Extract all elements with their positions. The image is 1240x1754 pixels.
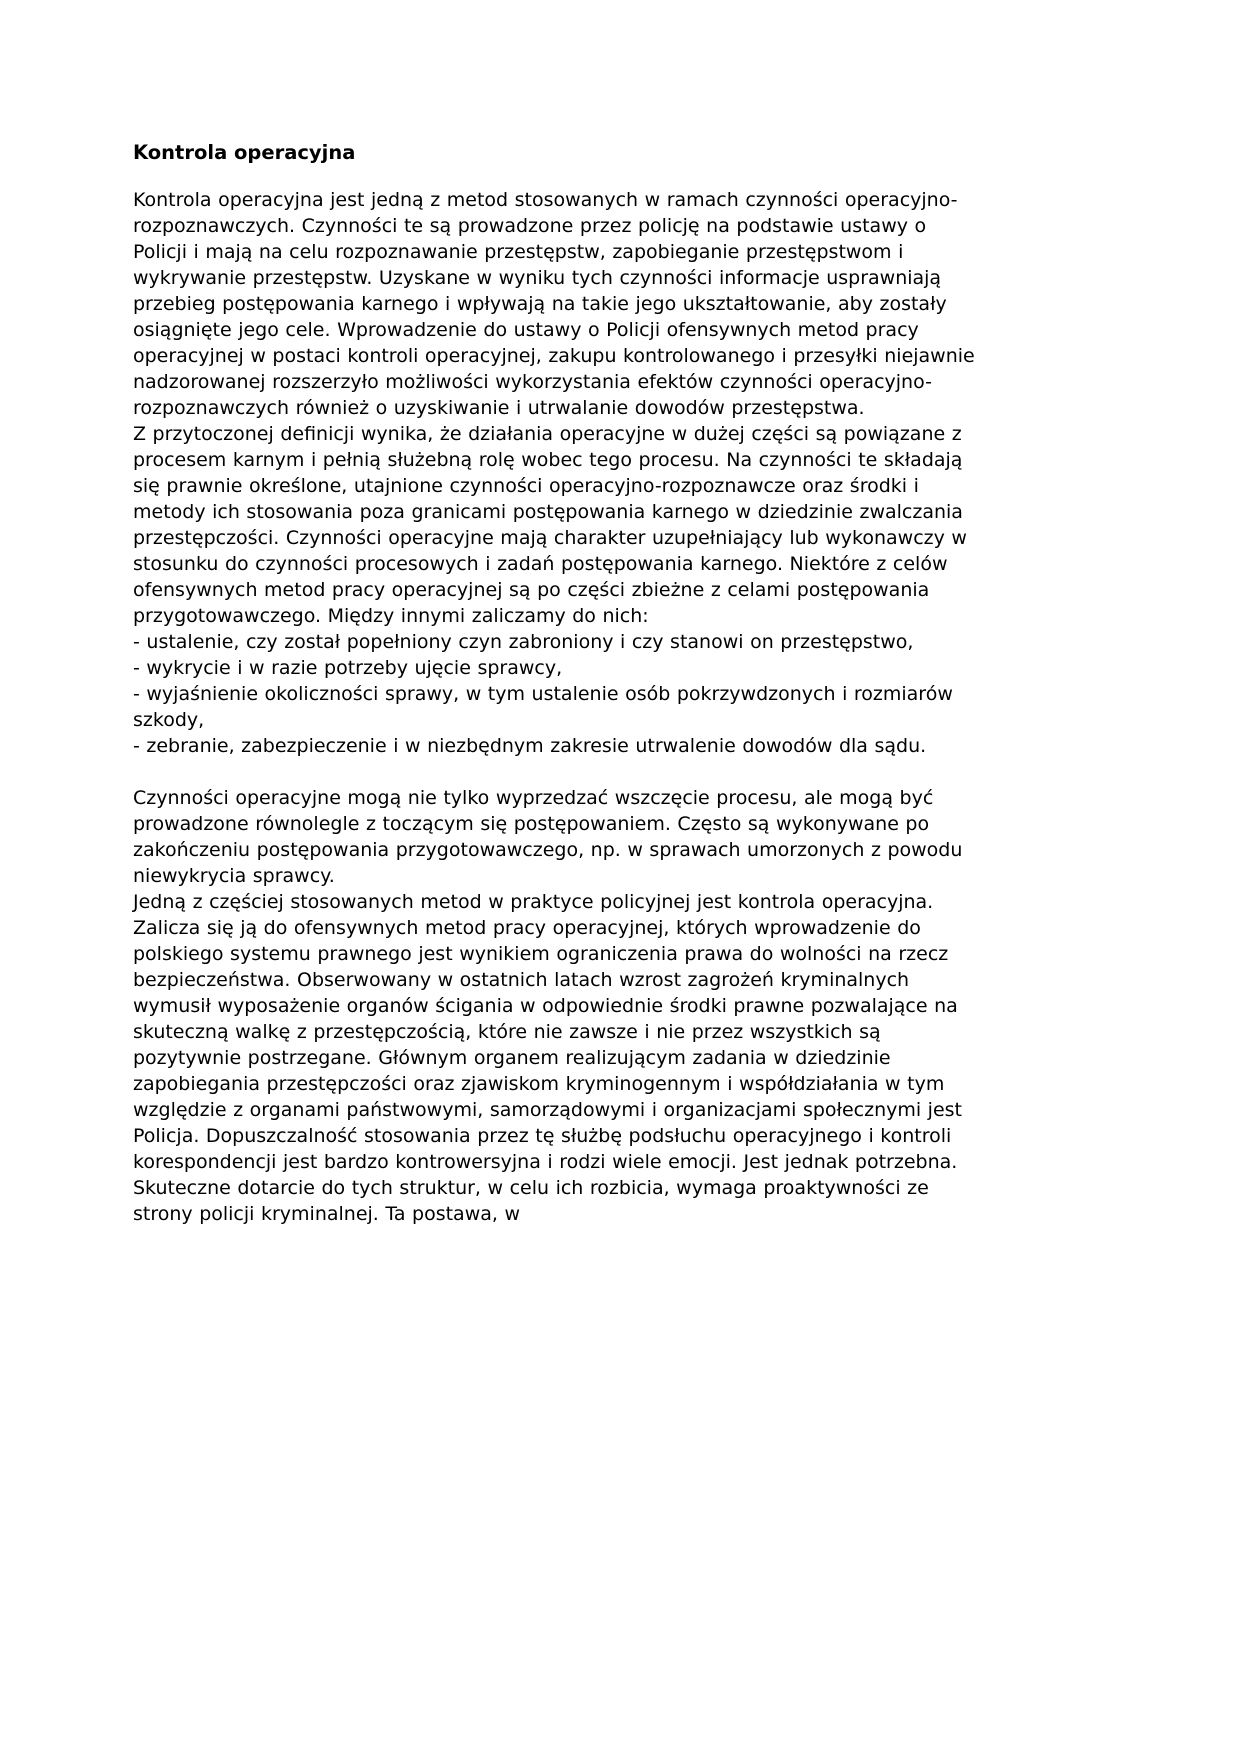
- list-item-1: - ustalenie, czy został popełniony czyn zabroniony i czy stanowi on przestępstwo,: [133, 631, 914, 653]
- paragraph-intro: Kontrola operacyjna jest jedną z metod stosowanych w ramach czynności operacyjno-rozpoznawczych. Czynności te są prowadzone przez policję na podstawie ustawy o Policji i mają na celu rozpoznawanie przestępstw, zapobieganie przestępstwom i wykrywanie przestępstw. Uzyskane w wyniku tych czynności informacje usprawniają przebieg postępowania karnego i wpływają na takie jego ukształtowanie, aby zostały osiągnięte jego cele. Wprowadzenie do ustawy o Policji ofensywnych metod pracy operacyjnej w postaci kontroli operacyjnej, zakupu kontrolowanego i przesyłki niejawnie nadzorowanej rozszerzyło możliwości wykorzystania efektów czynności operacyjno-rozpoznawczych również o uzyskiwanie i utrwalanie dowodów przestępstwa.: [133, 189, 975, 419]
- document-content: [133, 140, 975, 1227]
- list-item-2: - wykrycie i w razie potrzeby ujęcie sprawcy,: [133, 657, 563, 679]
- list-item-3: - wyjaśnienie okoliczności sprawy, w tym ustalenie osób pokrzywdzonych i rozmiarów szkody,: [133, 683, 953, 731]
- list-item-4: - zebranie, zabezpieczenie i w niezbędnym zakresie utrwalenie dowodów dla sądu.: [133, 735, 927, 757]
- paragraph-kontrola: Jedną z częściej stosowanych metod w praktyce policyjnej jest kontrola operacyjna. Zalicza się ją do ofensywnych metod pracy operacyjnej, których wprowadzenie do polskiego systemu prawnego jest wynikiem ograniczenia prawa do wolności na rzecz bezpieczeństwa. Obserwowany w ostatnich latach wzrost zagrożeń kryminalnych wymusił wyposażenie organów ścigania w odpowiednie środki prawne pozwalające na skuteczną walkę z przestępczością, które nie zawsze i nie przez wszystkich są pozytywnie postrzegane. Głównym organem realizującym zadania w dziedzinie zapobiegania przestępczości oraz zjawiskom kryminogennym i współdziałania w tym względzie z organami państwowymi, samorządowymi i organizacjami społecznymi jest Policja. Dopuszczalność stosowania przez tę służbę podsłuchu operacyjnego i kontroli korespondencji jest bardzo kontrowersyjna i rodzi wiele emocji. Jest jednak potrzebna. Skuteczne dotarcie do tych struktur, w celu ich rozbicia, wymaga proaktywności ze strony policji kryminalnej. Ta postawa, w: [133, 891, 962, 1225]
- document-title: Kontrola operacyjna: [133, 141, 356, 164]
- paragraph-process: Czynności operacyjne mogą nie tylko wyprzedzać wszczęcie procesu, ale mogą być prowadzone równolegle z toczącym się postępowaniem. Często są wykonywane po zakończeniu postępowania przygotowawczego, np. w sprawach umorzonych z powodu niewykrycia sprawcy.: [133, 787, 963, 887]
- paragraph-definition: Z przytoczonej definicji wynika, że działania operacyjne w dużej części są powiązane z procesem karnym i pełnią służebną rolę wobec tego procesu. Na czynności te składają się prawnie określone, utajnione czynności operacyjno-rozpoznawcze oraz środki i metody ich stosowania poza granicami postępowania karnego w dziedzinie zwalczania przestępczości. Czynności operacyjne mają charakter uzupełniający lub wykonawczy w stosunku do czynności procesowych i zadań postępowania karnego. Niektóre z celów ofensywnych metod pracy operacyjnej są po części zbieżne z celami postępowania przygotowawczego. Między innymi zaliczamy do nich:: [133, 423, 967, 627]
